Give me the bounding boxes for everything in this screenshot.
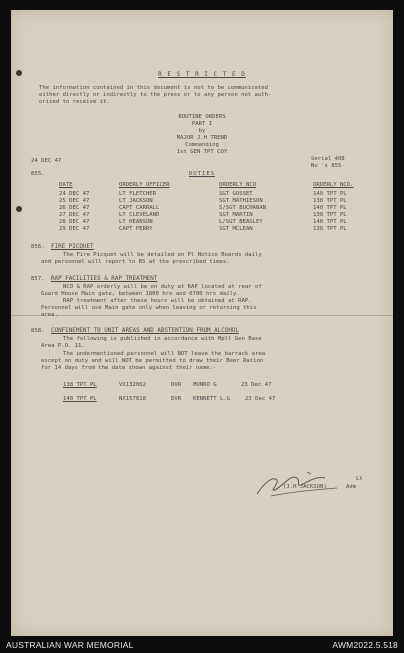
signatory-name: (J.H JACKSON) (283, 484, 327, 490)
body-line: RAP treatment after these hours will be obtained at RAP. (63, 298, 252, 304)
table-cell: LT FLETCHER (119, 191, 157, 197)
table-cell: 25 DEC 47 (59, 198, 90, 204)
serial-number: Serial 408 (311, 156, 345, 162)
table-cell: 27 DEC 47 (59, 212, 90, 218)
entry-number: VX132062 (119, 382, 146, 388)
body-line: and personnel will report to RS at the prescribed times. (41, 259, 230, 265)
body-line: Personnel will use Main gate only when leaving or returning this (41, 305, 257, 311)
table-cell: SGT MATHIESON (219, 198, 263, 204)
entry-name: MUNRO G (193, 382, 217, 388)
section-heading: CONFINEMENT TO UNIT AREAS AND ABSTENTION FROM ALCOHOL (51, 328, 239, 334)
handwritten-signature (251, 462, 351, 502)
entry-unit: 140 TPT PL (63, 396, 97, 402)
body-line: NCO & RAP orderly will be on duty at RAP located at rear of (63, 284, 262, 290)
body-line: The following is published in accordance with Mplt Gen Base (63, 336, 262, 342)
table-cell: L/SGT BEASLEY (219, 219, 263, 225)
table-cell: SGT MARTIN (219, 212, 253, 218)
document-page (11, 10, 393, 636)
archive-footer (0, 636, 404, 653)
table-cell: CAPT PERRY (119, 226, 153, 232)
section-number: 855. (31, 171, 45, 177)
table-cell: 24 DEC 47 (59, 191, 90, 197)
column-header-officer: ORDERLY OFFICER (119, 182, 170, 188)
body-line: area. (41, 312, 58, 318)
archive-reference: AWM2022.5.518 (332, 640, 398, 650)
section-number: 856. (31, 244, 45, 250)
entry-date: 23 Dec 47 (241, 382, 272, 388)
table-cell: LT JACKSON (119, 198, 153, 204)
punch-hole (16, 206, 22, 212)
column-header-nco: ORDERLY NCO (219, 182, 257, 188)
table-cell: 26 DEC 47 (59, 205, 90, 211)
signatory-rank: Lt (356, 476, 363, 482)
table-cell: 29 DEC 47 (59, 226, 90, 232)
table-cell: SGT MCLEAN (219, 226, 253, 232)
title-line: Commanding (185, 142, 219, 148)
title-line: by (198, 128, 206, 134)
body-line: The undermentioned personnel will NOT leave the barrack area (63, 351, 266, 357)
title-line: 1st GEN TPT COY (176, 149, 228, 155)
caveat-line: The information contained in this document is not to be communicated (39, 85, 269, 91)
archive-name: AUSTRALIAN WAR MEMORIAL (6, 640, 134, 650)
entry-number: NX157818 (119, 396, 146, 402)
title-line: MAJOR J.H TREND (176, 135, 228, 141)
table-cell: 140 TPT PL (313, 191, 347, 197)
body-line: Guard House Main gate, between 1800 hrs and 0700 hrs daily. (41, 291, 240, 297)
table-cell: SGT GOSSET (219, 191, 253, 197)
table-cell: S/SGT BUCHANAN (219, 205, 267, 211)
caveat-line: either directly or indirectly to the press or to any person not auth- (39, 92, 272, 98)
section-heading: FIRE PICQUET (51, 244, 94, 250)
section-heading: DUTIES (188, 171, 216, 177)
section-heading: RAP FACILITIES & RAP TREATMENT (51, 276, 158, 282)
table-cell: 140 TPT PL (313, 205, 347, 211)
paper-fold (11, 315, 393, 316)
body-line: Area P.O. 11. (41, 343, 85, 349)
table-cell: 138 TPT PL (313, 212, 347, 218)
title-line: ROUTINE ORDERS (178, 114, 226, 120)
signatory-appointment: Adm (346, 484, 357, 490)
body-line: for 14 days from the date shown against their name:- (41, 365, 217, 371)
table-cell: 28 DEC 47 (59, 219, 90, 225)
table-cell: CAPT CARRALL (119, 205, 160, 211)
table-cell: 138 TPT PL (313, 198, 347, 204)
column-header-date: DATE (59, 182, 73, 188)
entry-rank: DVR (171, 382, 182, 388)
body-line: except on duty and will NOT be permitted to draw their Beer Ration (41, 358, 264, 364)
entry-unit: 138 TPT PL (63, 382, 97, 388)
body-line: The Fire Picquet will be detailed on Pl Notice Boards daily (63, 252, 262, 258)
order-numbers: No 's 855- (311, 163, 345, 169)
classification: R E S T R I C T E D (158, 71, 246, 78)
entry-name: KENNETT L.G (193, 396, 231, 402)
order-date: 24 DEC 47 (31, 158, 62, 164)
section-number: 857. (31, 276, 45, 282)
caveat-line: orised to receive it. (39, 99, 110, 105)
title-line: PART I (191, 121, 213, 127)
table-cell: LT CLEVELAND (119, 212, 160, 218)
table-cell: 138 TPT PL (313, 226, 347, 232)
entry-rank: DVR (171, 396, 182, 402)
table-cell: 140 TPT PL (313, 219, 347, 225)
section-number: 858. (31, 328, 45, 334)
table-cell: LT HEANSON (119, 219, 153, 225)
column-header-nco-unit: ORDERLY NCO. (313, 182, 354, 188)
entry-date: 23 Dec 47 (245, 396, 276, 402)
